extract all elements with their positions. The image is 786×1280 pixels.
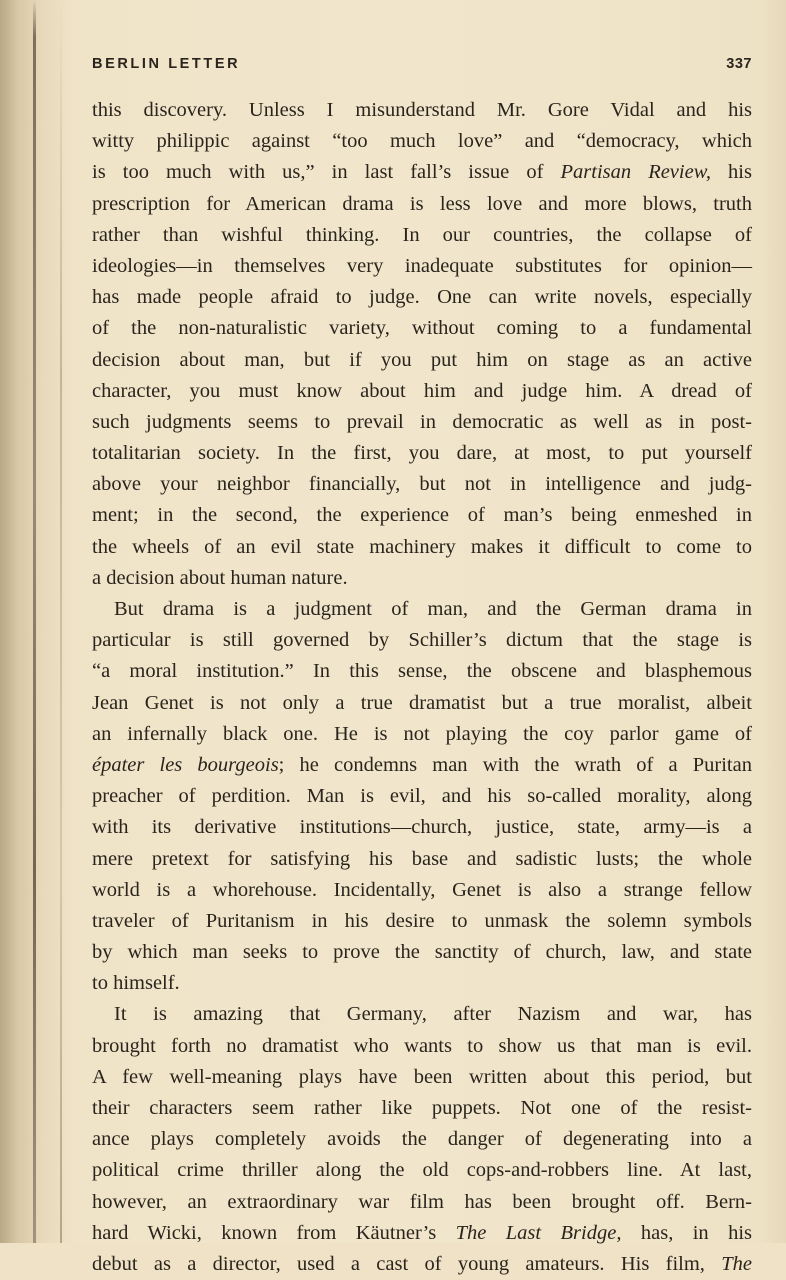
text-line: Jean Genet is not only a true dramatist but a true moralist, albeit	[92, 691, 752, 714]
text-line: traveler of Puritanism in his desire to unmask the solemn symbols	[92, 909, 752, 932]
text-line: ance plays completely avoids the danger of degenerating into a	[92, 1128, 752, 1151]
text-line: preacher of perdition. Man is evil, and his so-called morality, along	[92, 785, 752, 808]
text-line: world is a whorehouse. Incidentally, Genet is also a strange fellow	[92, 878, 752, 901]
text-line: ment; in the second, the experience of man’s being enmeshed in	[92, 504, 752, 527]
text-line: A few well-meaning plays have been written about this period, but	[92, 1065, 752, 1088]
text-line: ideologies—in themselves very inadequate substitutes for opinion—	[92, 254, 752, 277]
text-line: the wheels of an evil state machinery makes it difficult to come to	[92, 535, 752, 558]
text-run: debut as a director, used a cast of young amateurs. His film,	[92, 1252, 722, 1275]
page-header	[92, 56, 752, 78]
text-line: this discovery. Unless I misunderstand Mr. Gore Vidal and his	[92, 99, 752, 121]
text-line: “a moral institution.” In this sense, the obscene and blasphemous	[92, 660, 752, 683]
text-line: has made people afraid to judge. One can write novels, especially	[92, 286, 752, 309]
text-line: decision about man, but if you put him on stage as an active	[92, 348, 752, 371]
text-line: political crime thriller along the old cops-and-robbers line. At last,	[92, 1159, 752, 1182]
text-run: is too much with us,” in last fall’s issue of	[92, 161, 561, 184]
body-text	[92, 95, 752, 1280]
text-run: his	[710, 161, 752, 184]
text-line: It is amazing that Germany, after Nazism and war, has	[114, 1003, 752, 1026]
page-number: 337	[726, 56, 752, 72]
running-head: BERLIN LETTER	[92, 56, 241, 72]
text-line	[92, 750, 752, 781]
text-line: above your neighbor financially, but not in intelligence and judg-	[92, 473, 752, 496]
text-line: an infernally black one. He is not playing the coy parlor game of	[92, 722, 752, 745]
text-line: character, you must know about him and judge him. A dread of	[92, 379, 752, 402]
text-line	[92, 1249, 752, 1280]
text-line: of the non-naturalistic variety, without coming to a fundamental	[92, 317, 752, 340]
italic-title: épater les bourgeois	[92, 753, 279, 776]
italic-title: Partisan Review,	[560, 161, 711, 184]
text-line: a decision about human nature.	[92, 566, 348, 589]
text-line	[92, 1218, 752, 1249]
text-line: by which man seeks to prove the sanctity of church, law, and state	[92, 941, 752, 964]
text-line	[92, 157, 752, 188]
text-run: hard Wicki, known from Käutner’s	[92, 1221, 456, 1244]
text-line: their characters seem rather like puppets. Not one of the resist-	[92, 1097, 752, 1119]
text-line: rather than wishful thinking. In our countries, the collapse of	[92, 223, 752, 246]
text-line: witty philippic against “too much love” and “democracy, which	[92, 130, 752, 153]
italic-title: The	[721, 1252, 752, 1275]
binding-crease	[60, 0, 62, 1243]
text-line: to himself.	[92, 972, 180, 995]
text-line: mere pretext for satisfying his base and sadistic lusts; the whole	[92, 847, 752, 870]
text-line: however, an extraordinary war film has been brought off. Bern-	[92, 1190, 752, 1213]
text-line: with its derivative institutions—church, justice, state, army—is a	[92, 816, 752, 839]
text-line: prescription for American drama is less love and more blows, truth	[92, 192, 752, 215]
text-line: such judgments seems to prevail in democratic as well as in post-	[92, 410, 752, 433]
text-run: has, in his	[621, 1221, 753, 1244]
text-line: particular is still governed by Schiller’s dictum that the stage is	[92, 629, 752, 652]
text-line: totalitarian society. In the first, you dare, at most, to put yourself	[92, 442, 752, 465]
text-line: But drama is a judgment of man, and the German drama in	[114, 598, 752, 620]
text-line: brought forth no dramatist who wants to show us that man is evil.	[92, 1034, 752, 1057]
text-run: ; he condemns man with the wrath of a Puritan	[278, 753, 752, 776]
binding-shadow	[33, 0, 36, 1243]
italic-title: The Last Bridge,	[455, 1221, 622, 1244]
